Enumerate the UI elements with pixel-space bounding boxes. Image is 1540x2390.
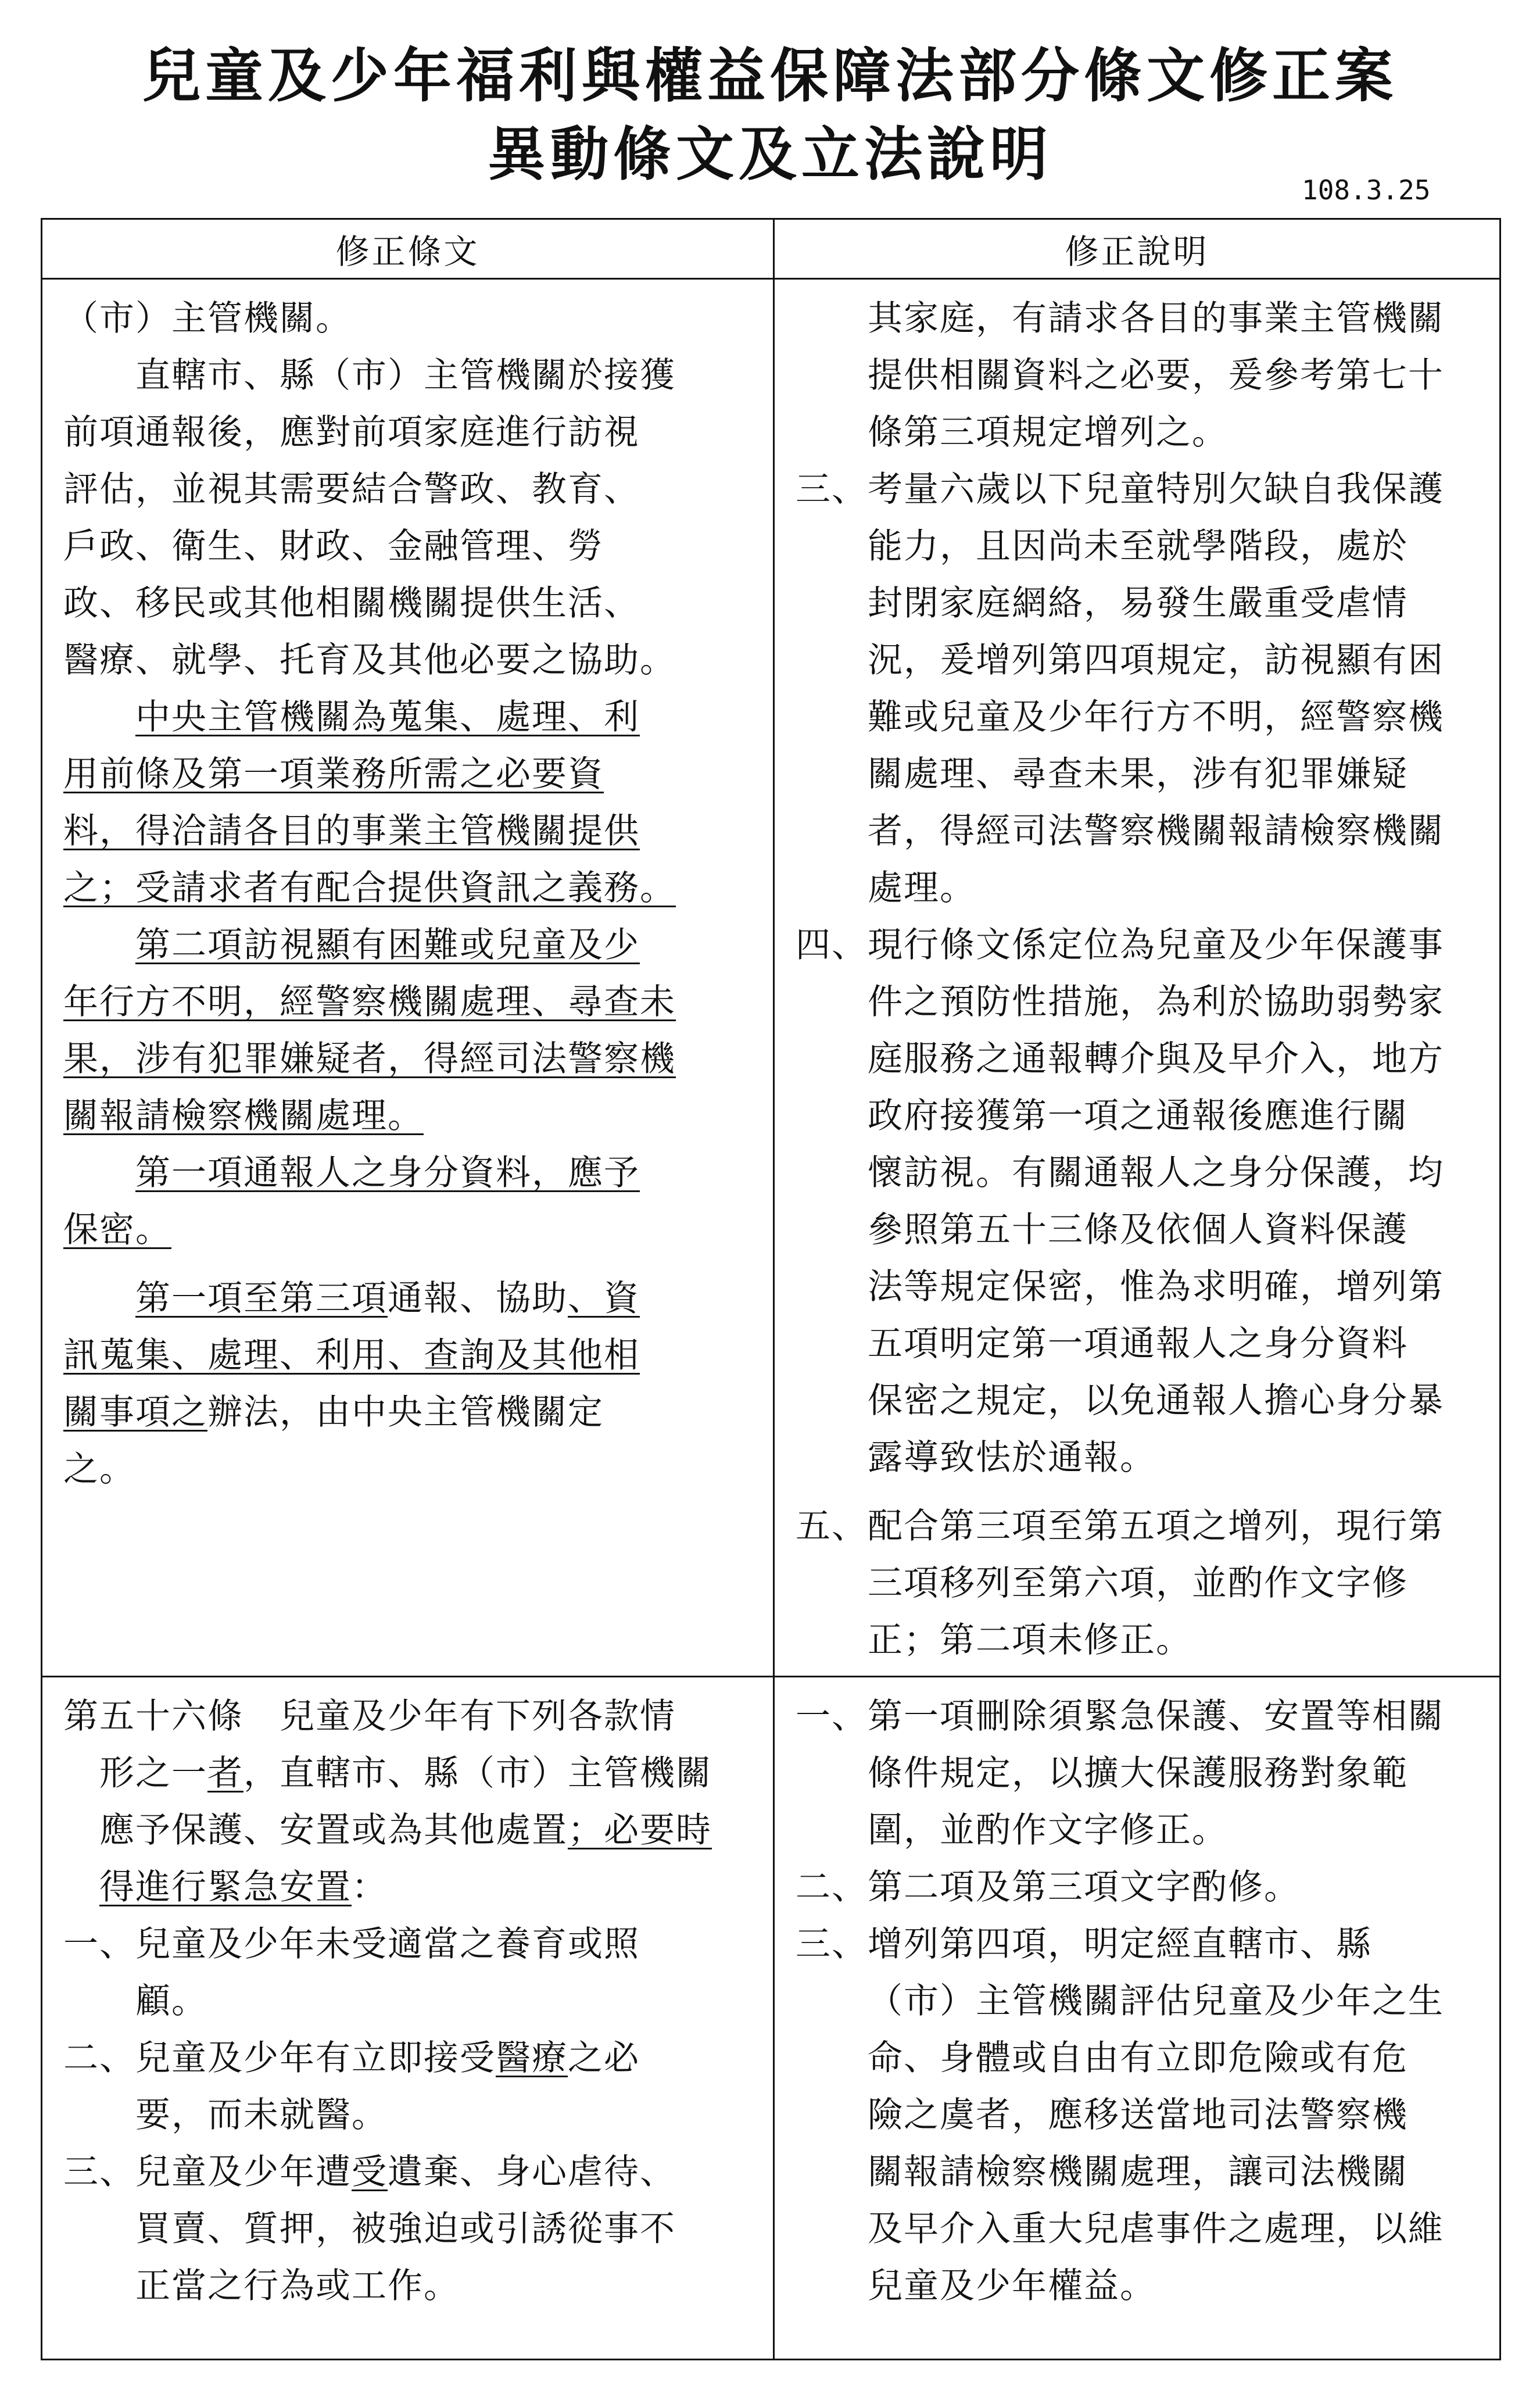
underlined-text: ；必要時 xyxy=(568,1810,712,1851)
text-line: 露導致怯於通報。 xyxy=(868,1437,1156,1478)
underlined-text: 、資 xyxy=(568,1278,640,1319)
text-line: 條第三項規定增列之。 xyxy=(868,412,1228,453)
column-header-explanation: 修正說明 xyxy=(774,219,1500,279)
underlined-text: 中央主管機關為蒐集、處理、利 xyxy=(135,697,640,738)
text-span: 兒童及少年遭 xyxy=(135,2152,352,2192)
item-number: 五、 xyxy=(796,1506,868,1547)
underlined-text: 訊蒐集、處理、利用、查詢及其他相 xyxy=(63,1335,640,1376)
text-line: 懷訪視。有關通報人之身分保護，均 xyxy=(868,1153,1444,1193)
text-line: 保密之規定，以免通報人擔心身分暴 xyxy=(868,1380,1444,1421)
text-line: 增列第四項，明定經直轄市、縣 xyxy=(868,1924,1372,1965)
explanation-cell xyxy=(774,1677,1500,2360)
table-row xyxy=(42,279,1500,1677)
item-number: 三、 xyxy=(796,1924,868,1965)
text-line: 政、移民或其他相關機關提供生活、 xyxy=(63,583,640,624)
explanation-cell xyxy=(774,279,1500,1677)
underlined-text: 受 xyxy=(352,2152,388,2192)
text-line: 第一項刪除須緊急保護、安置等相關 xyxy=(868,1696,1444,1737)
paragraph-5 xyxy=(63,1144,752,1258)
text-line: 件之預防性措施，為利於協助弱勢家 xyxy=(868,982,1444,1022)
text-line: 其家庭，有請求各目的事業主管機關 xyxy=(868,298,1444,339)
text-line: 直轄市、縣（市）主管機關於接獲 xyxy=(135,355,676,396)
explanation-item-3 xyxy=(796,461,1478,917)
underlined-text: 用前條及第一項業務所需之必要資 xyxy=(63,754,604,795)
text-line: 買賣、質押，被強迫或引誘從事不 xyxy=(135,2209,676,2249)
article-heading: 第五十六條 兒童及少年有下列各款情 xyxy=(63,1696,676,1737)
text-line: 庭服務之通報轉介與及早介入，地方 xyxy=(868,1039,1444,1079)
text-line: 條件規定，以擴大保護服務對象範 xyxy=(868,1753,1408,1794)
text-span: 通報、協助 xyxy=(388,1278,568,1319)
text-line: 顧。 xyxy=(135,1981,207,2022)
text-line: 提供相關資料之必要，爰參考第七十 xyxy=(868,355,1444,396)
document-title: 兒童及少年福利與權益保障法部分條文修正案 xyxy=(142,42,1398,110)
text-line: 封閉家庭網絡，易發生嚴重受虐情 xyxy=(868,583,1408,624)
underlined-text: 醫療 xyxy=(496,2038,568,2078)
underlined-text: 得進行緊急安置 xyxy=(99,1867,352,1908)
text-line: 關報請檢察機關處理，讓司法機關 xyxy=(868,2152,1408,2192)
text-line: 險之虞者，應移送當地司法警察機 xyxy=(868,2095,1408,2135)
paragraph-3 xyxy=(63,689,752,917)
text-line: 況，爰增列第四項規定，訪視顯有困 xyxy=(868,640,1444,681)
explanation-item-1 xyxy=(796,1688,1478,1859)
amendment-table xyxy=(41,218,1501,2360)
item-number: 三、 xyxy=(63,2152,135,2192)
text-span: ： xyxy=(352,1867,388,1908)
explanation-item-4 xyxy=(796,917,1478,1486)
text-line: 者，得經司法警察機關報請檢察機關 xyxy=(868,811,1444,851)
underlined-text: 第一項通報人之身分資料，應予 xyxy=(135,1153,640,1193)
text-line: 前項通報後，應對前項家庭進行訪視 xyxy=(63,412,640,453)
item-number: 二、 xyxy=(63,2038,135,2078)
paragraph-2 xyxy=(63,347,752,689)
text-line: （市）主管機關。 xyxy=(63,298,352,339)
explanation-item-2 xyxy=(796,1859,1478,1916)
text-line: 三項移列至第六項，並酌作文字修 xyxy=(868,1563,1408,1604)
text-line: 及早介入重大兒虐事件之處理，以維 xyxy=(868,2209,1444,2249)
amended-text-cell xyxy=(42,279,774,1677)
text-line: （市）主管機關評估兒童及少年之生 xyxy=(868,1981,1444,2022)
underlined-text: 年行方不明，經警察機關處理、尋查未 xyxy=(63,982,676,1022)
paragraph-4 xyxy=(63,917,752,1144)
underlined-text: 者 xyxy=(207,1753,243,1794)
table-row xyxy=(42,1677,1500,2360)
text-span: 辦法，由中央主管機關定 xyxy=(207,1392,604,1433)
document-date: 108.3.25 xyxy=(1302,174,1431,206)
underlined-text: 之；受請求者有配合提供資訊之義務。 xyxy=(63,868,676,908)
text-line: 正當之行為或工作。 xyxy=(135,2266,460,2306)
text-line: 關處理、尋查未果，涉有犯罪嫌疑 xyxy=(868,754,1408,795)
text-span: 形之一 xyxy=(99,1753,207,1794)
article-item-3 xyxy=(63,2144,752,2314)
text-line: 醫療、就學、托育及其他必要之協助。 xyxy=(63,640,676,681)
text-line: 能力，且因尚未至就學階段，處於 xyxy=(868,526,1408,567)
text-line: 參照第五十三條及依個人資料保護 xyxy=(868,1210,1408,1250)
underlined-text: 果，涉有犯罪嫌疑者，得經司法警察機 xyxy=(63,1039,676,1079)
column-header-amended-text: 修正條文 xyxy=(42,219,774,279)
text-line: 命、身體或自由有立即危險或有危 xyxy=(868,2038,1408,2078)
text-span: 應予保護、安置或為其他處置 xyxy=(99,1810,568,1851)
text-line: 第二項及第三項文字酌修。 xyxy=(868,1867,1300,1908)
text-line: 正；第二項未修正。 xyxy=(868,1620,1192,1661)
text-line: 法等規定保密，惟為求明確，增列第 xyxy=(868,1266,1444,1307)
text-line: 戶政、衛生、財政、金融管理、勞 xyxy=(63,526,604,567)
table-header-row xyxy=(42,219,1500,279)
underlined-text: 第二項訪視顯有困難或兒童及少 xyxy=(135,925,640,965)
underlined-text: 關報請檢察機關處理。 xyxy=(63,1096,424,1136)
underlined-text: 第一項至第三項 xyxy=(135,1278,388,1319)
text-line: 圍，並酌作文字修正。 xyxy=(868,1810,1228,1851)
item-number: 二、 xyxy=(796,1867,868,1908)
text-line: 難或兒童及少年行方不明，經警察機 xyxy=(868,697,1444,738)
item-number: 一、 xyxy=(796,1696,868,1737)
text-line: 兒童及少年未受適當之養育或照 xyxy=(135,1924,640,1965)
text-line: 五項明定第一項通報人之身分資料 xyxy=(868,1323,1408,1364)
text-span: 遺棄、身心虐待、 xyxy=(388,2152,676,2192)
paragraph-6 xyxy=(63,1270,752,1498)
item-number: 一、 xyxy=(63,1924,135,1965)
document-subtitle: 異動條文及立法說明 xyxy=(488,120,1052,188)
underlined-text: 保密。 xyxy=(63,1210,171,1250)
article-item-2 xyxy=(63,2030,752,2144)
text-line: 政府接獲第一項之通報後應進行關 xyxy=(868,1096,1408,1136)
article-body xyxy=(63,1745,752,1916)
text-span: 之必 xyxy=(568,2038,640,2078)
underlined-text: 料，得洽請各目的事業主管機關提供 xyxy=(63,811,640,851)
text-line: 兒童及少年權益。 xyxy=(868,2266,1156,2306)
text-line: 現行條文係定位為兒童及少年保護事 xyxy=(868,925,1444,965)
text-line: 考量六歲以下兒童特別欠缺自我保護 xyxy=(868,469,1444,510)
item-number: 四、 xyxy=(796,925,868,965)
text-line: 處理。 xyxy=(868,868,976,908)
article-item-1 xyxy=(63,1916,752,2030)
explanation-item-3 xyxy=(796,1916,1478,2314)
continued-explanation xyxy=(796,290,1478,461)
amended-text-cell xyxy=(42,1677,774,2360)
text-line: 要，而未就醫。 xyxy=(135,2095,388,2135)
text-line: 配合第三項至第五項之增列，現行第 xyxy=(868,1506,1444,1547)
text-line: 評估，並視其需要結合警政、教育、 xyxy=(63,469,640,510)
text-span: 兒童及少年有立即接受 xyxy=(135,2038,496,2078)
underlined-text: 關事項之 xyxy=(63,1392,207,1433)
text-span: ，直轄市、縣（市）主管機關 xyxy=(243,1753,712,1794)
item-number: 三、 xyxy=(796,469,868,510)
explanation-item-5 xyxy=(796,1498,1478,1669)
text-line: 之。 xyxy=(63,1449,135,1490)
